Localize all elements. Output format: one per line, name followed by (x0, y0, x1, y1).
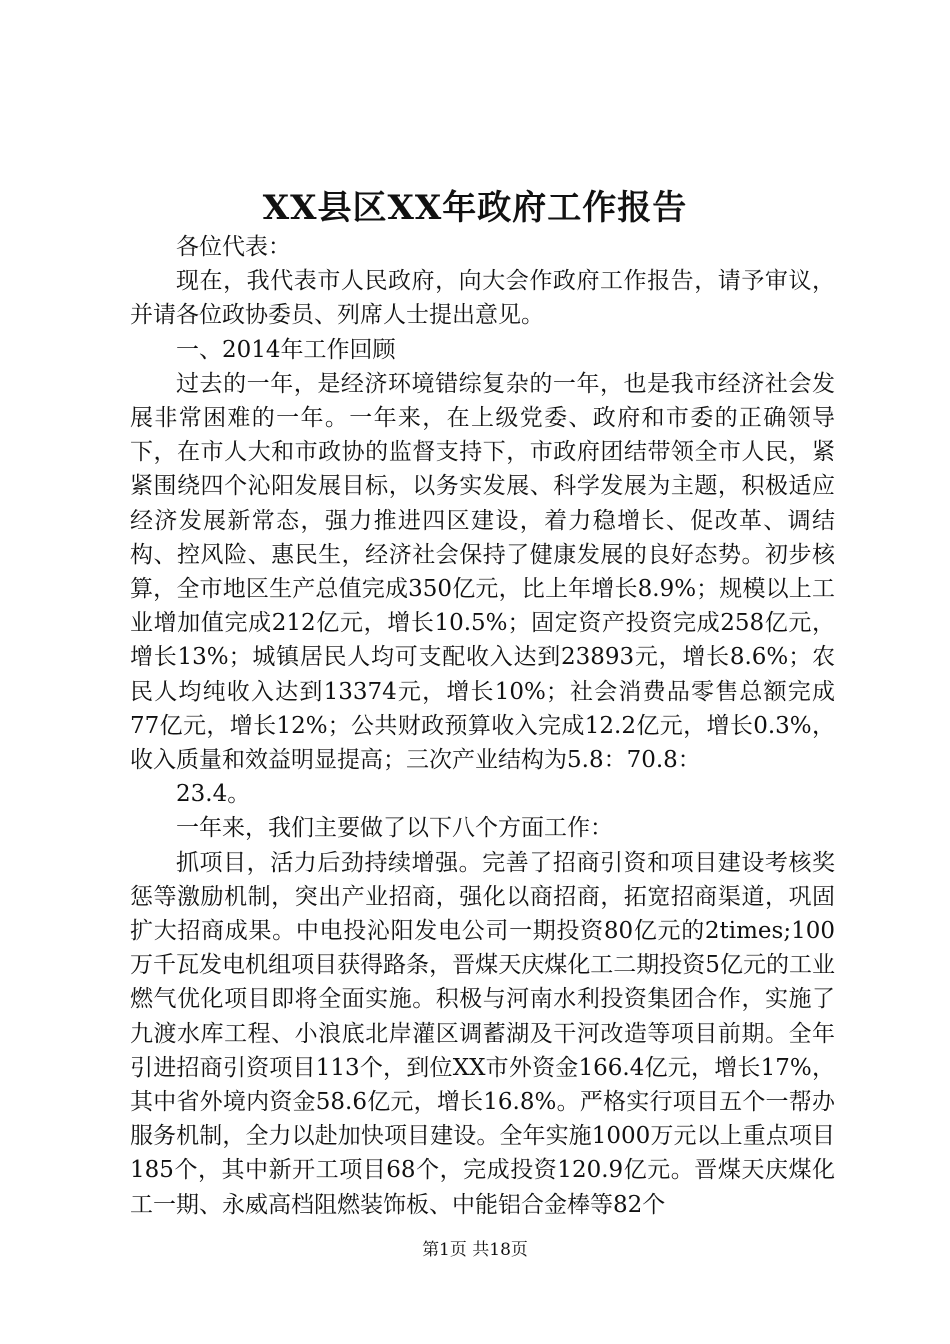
section-heading: 一、2014年工作回顾 (176, 336, 396, 363)
document-body (130, 230, 835, 1222)
salutation-paragraph: 各位代表： (176, 234, 291, 260)
opening-paragraph: 现在，我代表市人民政府，向大会作政府工作报告，请予审议，并请各位政协委员、列席人士提出意见。 (130, 268, 835, 329)
ratio-continuation: 23.4。 (176, 781, 251, 808)
projects-paragraph: 抓项目，活力后劲持续增强。完善了招商引资和项目建设考核奖惩等激励机制，突出产业招商，强化以商招商，拓宽招商渠道，巩固扩大招商成果。中电投沁阳发电公司一期投资80亿元的2times;100万千瓦发电机组项目获得路条，晋煤天庆煤化工二期投资5亿元的工业燃气优化项目即将全面实施。积极与河南水利投资集团合作，实施了九渡水库工程、小浪底北岸灌区调蓄湖及干河改造等项目前期。全年引进招商引资项目113个，到位XX市外资金166.4亿元，增长17%，其中省外境内资金58.6亿元，增长16.8%。严格实行项目五个一帮办服务机制，全力以赴加快项目建设。全年实施1000万元以上重点项目185个，其中新开工项目68个，完成投资120.9亿元。晋煤天庆煤化工一期、永威高档阻燃装饰板、中能铝合金棒等82个 (130, 849, 835, 1218)
document-title: XX县区XX年政府工作报告 (262, 188, 688, 228)
page-number-footer: 第1页 共18页 (422, 1240, 528, 1260)
work-intro-paragraph: 一年来，我们主要做了以下八个方面工作： (176, 815, 613, 842)
review-paragraph: 过去的一年，是经济环境错综复杂的一年，也是我市经济社会发展非常困难的一年。一年来，在上级党委、政府和市委的正确领导下，在市人大和市政协的监督支持下，市政府团结带领全市人民，紧紧围绕四个沁阳发展目标，以务实发展、科学发展为主题，积极适应经济发展新常态，强力推进四区建设，着力稳增长、促改革、调结构、控风险、惠民生，经济社会保持了健康发展的良好态势。初步核算，全市地区生产总值完成350亿元，比上年增长8.9%；规模以上工业增加值完成212亿元，增长10.5%；固定资产投资完成258亿元，增长13%；城镇居民人均可支配收入达到23893元，增长8.6%；农民人均纯收入达到13374元，增长10%；社会消费品零售总额完成77亿元，增长12%；公共财政预算收入完成12.2亿元，增长0.3%，收入质量和效益明显提高；三次产业结构为5.8：70.8： (130, 370, 835, 774)
